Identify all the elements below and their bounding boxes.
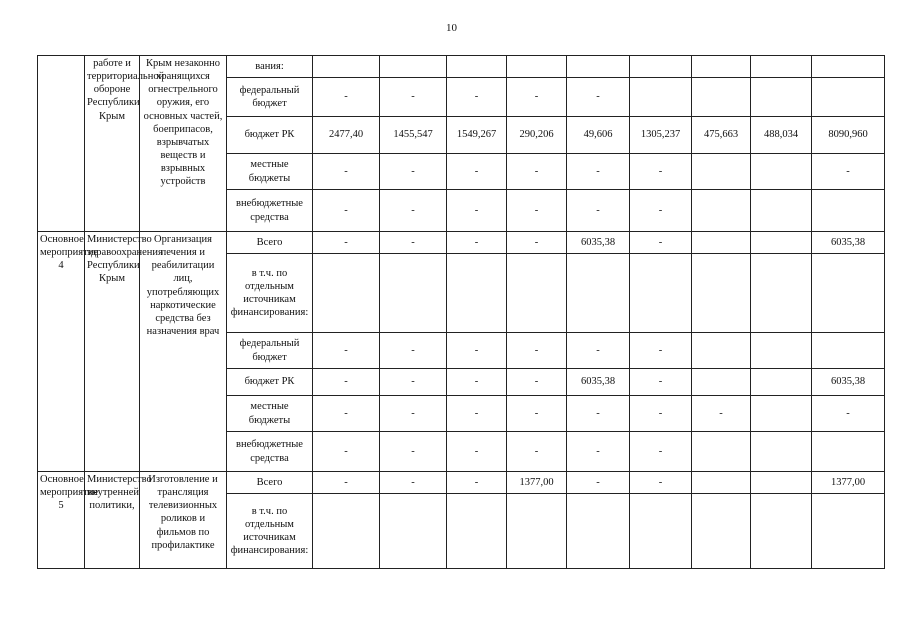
value-cell: - — [447, 396, 507, 432]
funding-source-cell: бюджет РК — [227, 369, 313, 396]
value-cell — [751, 254, 812, 333]
value-cell: - — [313, 232, 380, 254]
value-cell: - — [380, 472, 447, 494]
value-cell: - — [380, 78, 447, 117]
value-cell: - — [507, 154, 567, 190]
measure-name-cell — [140, 232, 227, 472]
value-cell: - — [447, 369, 507, 396]
funding-source-cell: вания: — [227, 56, 313, 78]
value-cell: 1455,547 — [380, 117, 447, 154]
value-cell — [313, 254, 380, 333]
value-cell: - — [380, 154, 447, 190]
event-cell — [38, 56, 85, 232]
measure-name-cell-text: Изготовление и трансляция телевизионных роликов и фильмов по профилактике — [148, 474, 218, 551]
value-cell — [812, 254, 885, 333]
value-cell — [812, 494, 885, 569]
executor-cell — [85, 472, 152, 569]
value-cell: - — [630, 396, 692, 432]
funding-source-cell: федеральный бюджет — [227, 333, 313, 369]
value-cell: - — [507, 396, 567, 432]
value-cell: - — [380, 190, 447, 232]
value-cell: - — [567, 154, 630, 190]
value-cell: - — [380, 369, 447, 396]
funding-source-cell: местные бюджеты — [227, 396, 313, 432]
value-cell: 1305,237 — [630, 117, 692, 154]
measure-name-cell — [140, 472, 227, 569]
value-cell — [567, 254, 630, 333]
value-cell — [692, 190, 751, 232]
value-cell: - — [507, 190, 567, 232]
value-cell — [630, 494, 692, 569]
value-cell — [313, 494, 380, 569]
value-cell — [507, 494, 567, 569]
value-cell: 6035,38 — [812, 232, 885, 254]
value-cell — [751, 396, 812, 432]
value-cell: - — [812, 396, 885, 432]
executor-cell — [85, 232, 163, 472]
measure-name-cell-text: Крым незаконно хранящихся огнестрельного оружия, его основных частей, боеприпасов, взрывчатых веществ и взрывных устройств — [143, 58, 223, 188]
value-cell: - — [313, 396, 380, 432]
value-cell: - — [313, 154, 380, 190]
value-cell: 1377,00 — [812, 472, 885, 494]
value-cell — [380, 254, 447, 333]
value-cell: - — [380, 232, 447, 254]
funding-source-cell: в т.ч. по отдельным источникам финансирования: — [227, 254, 313, 333]
value-cell — [751, 56, 812, 78]
value-cell — [692, 56, 751, 78]
value-cell — [751, 190, 812, 232]
value-cell — [751, 154, 812, 190]
value-cell: 6035,38 — [567, 369, 630, 396]
funding-source-cell: в т.ч. по отдельным источникам финансирования: — [227, 494, 313, 569]
value-cell: - — [567, 432, 630, 472]
value-cell: - — [447, 78, 507, 117]
value-cell: 8090,960 — [812, 117, 885, 154]
value-cell: - — [313, 78, 380, 117]
value-cell — [380, 494, 447, 569]
value-cell — [692, 369, 751, 396]
value-cell — [812, 432, 885, 472]
value-cell — [692, 254, 751, 333]
value-cell: - — [567, 472, 630, 494]
value-cell: 6035,38 — [812, 369, 885, 396]
value-cell: - — [567, 78, 630, 117]
value-cell: - — [313, 369, 380, 396]
value-cell: - — [507, 78, 567, 117]
funding-source-cell: местные бюджеты — [227, 154, 313, 190]
value-cell — [692, 333, 751, 369]
value-cell: - — [313, 190, 380, 232]
value-cell: - — [507, 232, 567, 254]
value-cell: 488,034 — [751, 117, 812, 154]
value-cell: - — [313, 472, 380, 494]
value-cell — [567, 494, 630, 569]
value-cell: 1549,267 — [447, 117, 507, 154]
event-cell-text: Основное мероприятие 4 — [40, 234, 98, 272]
value-cell: - — [380, 396, 447, 432]
executor-cell-text: Министерство внутренней политики, — [87, 474, 152, 512]
value-cell — [567, 56, 630, 78]
funding-source-cell: бюджет РК — [227, 117, 313, 154]
value-cell: - — [630, 232, 692, 254]
value-cell — [751, 494, 812, 569]
value-cell: - — [630, 154, 692, 190]
value-cell — [751, 369, 812, 396]
value-cell: - — [447, 472, 507, 494]
event-cell-text: Основное мероприятие 5 — [40, 474, 98, 512]
value-cell: 475,663 — [692, 117, 751, 154]
funding-source-cell: федеральный бюджет — [227, 78, 313, 117]
value-cell: 290,206 — [507, 117, 567, 154]
value-cell — [751, 472, 812, 494]
value-cell — [812, 333, 885, 369]
value-cell: - — [447, 154, 507, 190]
value-cell — [313, 56, 380, 78]
value-cell — [630, 78, 692, 117]
value-cell — [447, 56, 507, 78]
executor-cell-text: работе и территориальной обороне Республики Крым — [87, 58, 165, 122]
funding-source-cell: внебюджетные средства — [227, 190, 313, 232]
value-cell — [751, 333, 812, 369]
value-cell — [507, 254, 567, 333]
value-cell — [751, 232, 812, 254]
value-cell: - — [630, 472, 692, 494]
value-cell: 6035,38 — [567, 232, 630, 254]
value-cell — [630, 254, 692, 333]
value-cell: 49,606 — [567, 117, 630, 154]
event-cell — [38, 232, 98, 472]
value-cell: - — [447, 190, 507, 232]
executor-cell-text: Министерство здравоохранения Республики Крым — [87, 234, 163, 285]
value-cell — [692, 432, 751, 472]
funding-source-cell: Всего — [227, 232, 313, 254]
value-cell: - — [507, 369, 567, 396]
executor-cell — [85, 56, 165, 232]
funding-source-cell: Всего — [227, 472, 313, 494]
value-cell: - — [380, 333, 447, 369]
value-cell: - — [447, 232, 507, 254]
value-cell: 1377,00 — [507, 472, 567, 494]
value-cell — [692, 232, 751, 254]
value-cell: 2477,40 — [313, 117, 380, 154]
value-cell: - — [313, 432, 380, 472]
value-cell — [692, 494, 751, 569]
value-cell: - — [630, 333, 692, 369]
value-cell — [812, 190, 885, 232]
funding-source-cell: внебюджетные средства — [227, 432, 313, 472]
table-row — [38, 232, 885, 254]
value-cell: - — [507, 333, 567, 369]
value-cell: - — [567, 333, 630, 369]
value-cell: - — [567, 190, 630, 232]
value-cell — [447, 494, 507, 569]
value-cell — [812, 56, 885, 78]
value-cell — [507, 56, 567, 78]
value-cell: - — [630, 432, 692, 472]
value-cell — [692, 78, 751, 117]
value-cell — [751, 432, 812, 472]
value-cell: - — [630, 369, 692, 396]
value-cell: - — [812, 154, 885, 190]
value-cell — [692, 154, 751, 190]
page-number: 10 — [446, 22, 457, 34]
value-cell — [630, 56, 692, 78]
value-cell: - — [447, 333, 507, 369]
value-cell: - — [567, 396, 630, 432]
table-row — [38, 472, 885, 494]
value-cell: - — [313, 333, 380, 369]
table-row — [38, 56, 885, 78]
value-cell — [380, 56, 447, 78]
value-cell: - — [507, 432, 567, 472]
value-cell: - — [447, 432, 507, 472]
value-cell — [692, 472, 751, 494]
value-cell — [751, 78, 812, 117]
value-cell: - — [692, 396, 751, 432]
value-cell: - — [380, 432, 447, 472]
value-cell — [447, 254, 507, 333]
budget-table — [37, 55, 885, 569]
value-cell: - — [630, 190, 692, 232]
event-cell — [38, 472, 98, 569]
value-cell — [812, 78, 885, 117]
measure-name-cell-text: Организация лечения и реабилитации лиц, употребляющих наркотические средства без назначения врач — [146, 234, 220, 337]
